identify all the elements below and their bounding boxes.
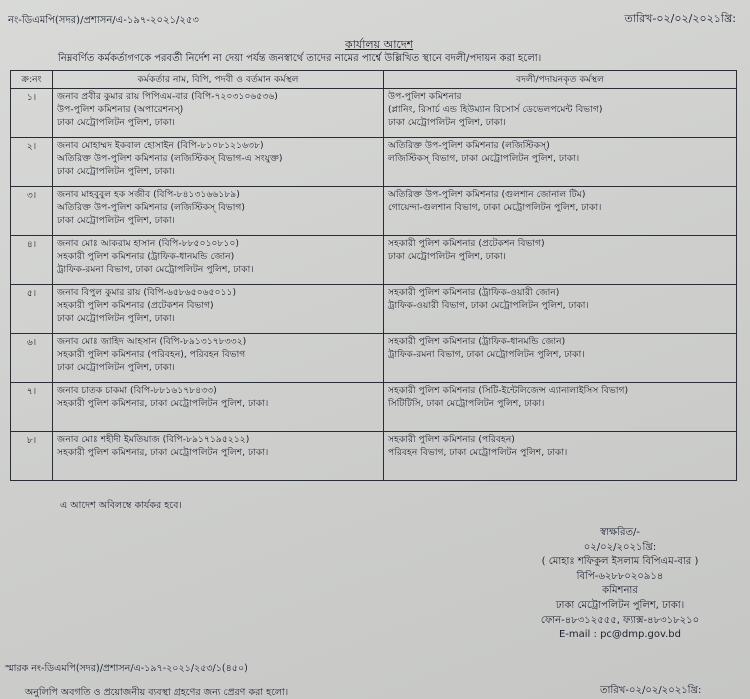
- new-post-line: সহকারী পুলিশ কমিশনার (ট্রাফিক-ওয়ারী জোন): [388, 287, 560, 298]
- effective-note: এ আদেশ অবিলম্বে কার্যকর হবে।: [60, 500, 182, 511]
- signatory-designation: কমিশনার: [602, 585, 638, 597]
- current-post-line: জনাব বিপুল কুমার রায় (বিপি-৬৫৮৬৫০৬৫০১১): [57, 287, 237, 298]
- table-row: [11, 383, 737, 432]
- serial-number: ৭।: [11, 383, 53, 432]
- current-post-line: ঢাকা মেট্রোপলিটন পুলিশ, ঢাকা।: [57, 117, 175, 128]
- header-new-post: বদলী/পদায়নকৃত কর্মস্থল: [384, 71, 737, 89]
- signature-date: ০২/০২/২০২১খ্রি:: [583, 541, 657, 553]
- current-post-line: সহকারী পুলিশ কমিশনার, ঢাকা মেট্রোপলিটন পুলিশ, ঢাকা।: [57, 398, 269, 409]
- table-row: [11, 187, 737, 236]
- serial-number: ৮।: [11, 432, 53, 481]
- current-post-cell: [53, 138, 384, 187]
- new-post-line: লজিস্টিকস্ বিভাগ, ঢাকা মেট্রোপলিটন পুলিশ, ঢাকা।: [388, 153, 580, 164]
- intro-paragraph: নিম্নবর্ণিত কর্মকর্তাগণকে পরবর্তী নির্দেশ না দেয়া পর্যন্ত জনস্বার্থে তাদের নামের পার্শ্বে উল্লিখিত স্থানে বদলী/পদায়ন করা হলো।: [58, 53, 542, 64]
- signatory-name: ( মোহাঃ শফিকুল ইসলাম বিপিএম-বার ): [541, 556, 699, 568]
- serial-number: ৩।: [11, 187, 53, 236]
- new-post-cell: [384, 236, 737, 285]
- copy-distribution-line: অনুলিপি অবগতি ও প্রয়োজনীয় ব্যবস্থা গ্রহণের জন্য প্রেরণ করা হলো।: [25, 687, 289, 698]
- current-post-line: সহকারী পুলিশ কমিশনার (প্রটেকশন বিভাগ): [57, 300, 214, 311]
- current-post-line: জনাব মাহবুবুল হক সজীব (বিপি-৮৪১৩১৬৬১৮৯): [57, 189, 240, 200]
- current-post-line: জনাব চাতক চাকমা (বিপি-৮৮১৬১৭৮৪৩৩): [57, 385, 217, 396]
- new-post-cell: [384, 187, 737, 236]
- current-post-line: অতিরিক্ত উপ-পুলিশ কমিশনার (লজিস্টিকস্ বিভাগ-এ সংযুক্ত): [57, 153, 283, 164]
- table-row: [11, 236, 737, 285]
- current-post-cell: [53, 285, 384, 334]
- current-post-cell: [53, 187, 384, 236]
- new-post-line: সহকারী পুলিশ কমিশনার (পরিবহন): [388, 434, 515, 445]
- current-post-cell: [53, 236, 384, 285]
- memo-reference: স্মারক নং-ডিএমপি(সদর)/প্রশাসন/এ-১৯৭-২০২১/২৫৩/১(৪৫০): [5, 663, 248, 674]
- new-post-line: (প্লানিং, রিসার্চ এন্ড হিউম্যান রিসোর্স ডেভেলপমেন্ট বিভাগ): [388, 104, 603, 115]
- current-post-line: ট্রাফিক-রমনা বিভাগ, ঢাকা মেট্রোপলিটন পুলিশ, ঢাকা।: [57, 264, 254, 275]
- current-post-line: জনাব মোঃ জাহিদ আহসান (বিপি-৮৯১৩১৭৮৩৩২): [57, 336, 247, 347]
- new-post-line: পরিবহন বিভাগ, ঢাকা মেট্রোপলিটন পুলিশ, ঢাকা।: [388, 447, 568, 458]
- table-row: [11, 334, 737, 383]
- new-post-line: সিটিটিসি, ঢাকা মেট্রোপলিটন পুলিশ, ঢাকা।: [388, 398, 545, 409]
- new-post-line: অতিরিক্ত উপ-পুলিশ কমিশনার (লজিস্টিকস্): [388, 140, 550, 151]
- current-post-line: জনাব মোঃ আকরাম হাসান (বিপি-৮৮৫০১০৮১০): [57, 238, 240, 249]
- serial-number: ৬।: [11, 334, 53, 383]
- new-post-line: ট্রাফিক-ওয়ারী বিভাগ, ঢাকা মেট্রোপলিটন পুলিশ, ঢাকা।: [388, 300, 589, 311]
- table-row: [11, 89, 737, 138]
- current-post-line: উপ-পুলিশ কমিশনার (অপারেশনস্): [57, 104, 184, 115]
- table-row: [11, 285, 737, 334]
- serial-number: ৪।: [11, 236, 53, 285]
- new-post-cell: [384, 285, 737, 334]
- new-post-line: গোয়েন্দা-গুলশান বিভাগ, ঢাকা মেট্রোপলিটন পুলিশ, ঢাকা।: [388, 202, 602, 213]
- memo-date: তারিখ-০২/০২/২০২১খ্রি:: [600, 685, 702, 696]
- new-post-cell: [384, 138, 737, 187]
- serial-number: ৫।: [11, 285, 53, 334]
- new-post-line: সহকারী পুলিশ কমিশনার (প্রটেকশন বিভাগ): [388, 238, 545, 249]
- new-post-cell: [384, 334, 737, 383]
- email-line: E-mail : pc@dmp.gov.bd: [558, 629, 682, 641]
- header-current-post: কর্মকর্তার নাম, বিপি, পদবী ও বর্তমান কর্মস্থল: [53, 71, 384, 89]
- memo-number: নং-ডিএমপি(সদর)/প্রশাসন/এ-১৯৭-২০২১/২৫৩: [8, 15, 199, 26]
- transfer-table: [10, 70, 737, 481]
- current-post-line: ঢাকা মেট্রোপলিটন পুলিশ, ঢাকা।: [57, 362, 175, 373]
- new-post-cell: [384, 89, 737, 138]
- new-post-cell: [384, 383, 737, 432]
- current-post-line: ঢাকা মেট্রোপলিটন পুলিশ, ঢাকা।: [57, 166, 175, 177]
- current-post-line: অতিরিক্ত উপ-পুলিশ কমিশনার (লজিস্টিকস্ বিভাগ): [57, 202, 246, 213]
- current-post-line: সহকারী পুলিশ কমিশনার (পরিবহন), পরিবহন বিভাগ: [57, 349, 246, 360]
- document-title: কার্যালয় আদেশ: [345, 38, 414, 51]
- current-post-line: সহকারী পুলিশ কমিশনার (ট্রাফিক-ধানমন্ডি জোন): [57, 251, 235, 262]
- current-post-line: জনাব মোঃ শহীদী ইমতিয়াজ (বিপি-৮৯১৭১৯৫২১২): [57, 434, 250, 445]
- new-post-line: উপ-পুলিশ কমিশনার: [388, 91, 462, 102]
- signatory-org: ঢাকা মেট্রোপলিটন পুলিশ, ঢাকা।: [555, 599, 685, 611]
- table-row: [11, 138, 737, 187]
- new-post-line: অতিরিক্ত উপ-পুলিশ কমিশনার (গুলশান জোনাল টিম): [388, 189, 586, 200]
- current-post-cell: [53, 89, 384, 138]
- current-post-line: সহকারী পুলিশ কমিশনার, ঢাকা মেট্রোপলিটন পুলিশ, ঢাকা।: [57, 447, 269, 458]
- new-post-line: সহকারী পুলিশ কমিশনার (ট্রাফিক-ধানমন্ডি জোন): [388, 336, 566, 347]
- new-post-cell: [384, 432, 737, 481]
- new-post-line: সহকারী পুলিশ কমিশনার (সিটি-ইন্টেলিজেন্স এ্যানালাইসিস বিভাগ): [388, 385, 629, 396]
- current-post-line: ঢাকা মেট্রোপলিটন পুলিশ, ঢাকা।: [57, 313, 175, 324]
- current-post-cell: [53, 432, 384, 481]
- signed-label: স্বাক্ষরিত/-: [600, 527, 640, 538]
- table-header-row: [11, 71, 737, 89]
- current-post-cell: [53, 383, 384, 432]
- signature-block: [520, 526, 720, 643]
- serial-number: ১।: [11, 89, 53, 138]
- contact-line: ফোন-৪৮৩১২৫৫৫, ফ্যাক্স-৪৮৩১৮২১০: [540, 614, 700, 626]
- table-row: [11, 432, 737, 481]
- current-post-line: ঢাকা মেট্রোপলিটন পুলিশ, ঢাকা।: [57, 215, 175, 226]
- new-post-line: ট্রাফিক-রমনা বিভাগ, ঢাকা মেট্রোপলিটন পুলিশ, ঢাকা।: [388, 349, 585, 360]
- new-post-line: ঢাকা মেট্রোপলিটন পুলিশ, ঢাকা।: [388, 117, 506, 128]
- header-serial: ক্র:নং: [11, 71, 53, 89]
- new-post-line: ঢাকা মেট্রোপলিটন পুলিশ, ঢাকা।: [388, 251, 506, 262]
- serial-number: ২।: [11, 138, 53, 187]
- current-post-line: জনাব প্রবীর কুমার রায় পিপিএম-বার (বিপি-৭২০৩১০৬৫৩৬): [57, 91, 278, 102]
- current-post-cell: [53, 334, 384, 383]
- order-date: তারিখ-০২/০২/২০২১খ্রি:: [624, 12, 736, 25]
- current-post-line: জনাব মোহাম্মদ ইকবাল হোসাইন (বিপি-৮১০৮১২১৬৩৮): [57, 140, 264, 151]
- signatory-bp: বিপি-৬২৮৮০২০৯১৪: [576, 570, 664, 582]
